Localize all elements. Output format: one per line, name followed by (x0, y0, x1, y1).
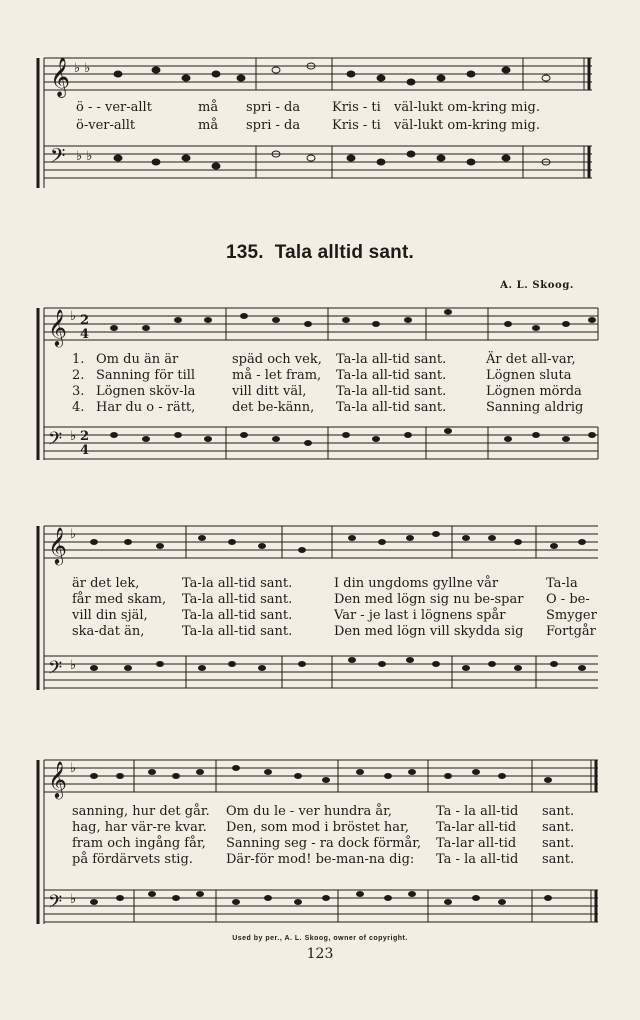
hymn-system-2 (36, 518, 602, 696)
hymn-title (0, 242, 640, 264)
lyric-segment: väl-lukt om-kring mig. (394, 118, 540, 133)
composer-credit: A. L. Skoog. (500, 280, 574, 291)
lyric-segment: Sanning seg - ra dock förmår, (226, 836, 422, 851)
lyric-segment: O - be- (546, 592, 590, 607)
lyric-segment: ö-ver-allt (76, 118, 136, 133)
lyric-segment: Där-för mod! be-man-na dig: (226, 852, 415, 867)
verse-number: 4. (72, 400, 85, 415)
lyric-segment: Sanning för till (96, 368, 196, 383)
svg-text:4: 4 (80, 443, 90, 458)
lyric-segment: Lögnen mörda (486, 384, 582, 399)
verse-number: 2. (72, 368, 85, 383)
lyric-segment: på fördärvets stig. (72, 852, 193, 867)
lyric-segment: Ta-la all-tid sant. (336, 368, 447, 383)
lyric-segment: Ta - la all-tid (436, 804, 519, 819)
svg-text:𝄞: 𝄞 (48, 308, 67, 346)
svg-text:2: 2 (80, 313, 90, 328)
hymn-system-1 (36, 300, 602, 470)
page-number: 123 (306, 946, 334, 962)
lyric-segment: Kris - ti (332, 100, 381, 115)
svg-text:♭: ♭ (70, 429, 77, 444)
svg-text:♭: ♭ (70, 892, 77, 907)
lyric-segment: Ta-la all-tid sant. (182, 624, 293, 639)
svg-text:♭ ♭: ♭ ♭ (74, 61, 91, 76)
svg-text:𝄢: 𝄢 (48, 429, 63, 454)
svg-text:♭: ♭ (70, 527, 77, 542)
lyric-segment: Den med lögn sig nu be-spar (334, 592, 524, 607)
lyric-segment: Ta-la all-tid sant. (182, 576, 293, 591)
lyric-segment: det be-känn, (232, 400, 315, 415)
lyric-segment: sant. (542, 804, 575, 819)
lyric-segment: spri - da (246, 100, 301, 115)
lyric-segment: Ta - la all-tid (436, 852, 519, 867)
svg-text:♭: ♭ (70, 658, 77, 673)
lyric-segment: Om du le - ver hundra år, (226, 804, 393, 819)
lyric-segment: spri - da (246, 118, 301, 133)
lyric-segment: vill din själ, (72, 608, 148, 623)
verse-number: 3. (72, 384, 85, 399)
lyric-segment: Ta-lar all-tid (436, 820, 517, 835)
lyric-segment: sant. (542, 852, 575, 867)
lyric-segment: ö - - ver-allt (76, 100, 152, 115)
svg-text:♭: ♭ (70, 761, 77, 776)
copyright-notice: Used by per., A. L. Skoog, owner of copyright. (232, 935, 408, 942)
lyric-segment: sant. (542, 820, 575, 835)
svg-text:𝄢: 𝄢 (50, 144, 66, 172)
previous-hymn-system (36, 48, 602, 198)
svg-text:♭ ♭: ♭ ♭ (76, 149, 93, 164)
svg-text:2: 2 (80, 429, 90, 444)
lyric-segment: får med skam, (72, 592, 167, 607)
lyric-segment: Kris - ti (332, 118, 381, 133)
hymn-system-3 (36, 752, 602, 930)
lyric-segment: Fortgår (546, 624, 596, 639)
lyric-segment: sanning, hur det går. (72, 804, 210, 819)
lyric-segment: Smyger (546, 608, 597, 623)
lyric-segment: Ta-la all-tid sant. (182, 608, 293, 623)
lyric-segment: späd och vek, (232, 352, 322, 367)
svg-text:4: 4 (80, 327, 90, 342)
lyric-segment: Den, som mod i bröstet har, (226, 820, 409, 835)
svg-text:𝄞: 𝄞 (50, 57, 71, 97)
svg-text:𝄢: 𝄢 (48, 658, 63, 683)
lyric-segment: Sanning aldrig (486, 400, 584, 415)
lyric-segment: Var - je last i lögnens spår (334, 608, 506, 623)
lyric-segment: vill ditt väl, (232, 384, 307, 399)
lyric-segment: Ta-la all-tid sant. (336, 400, 447, 415)
lyric-segment: må - let fram, (232, 368, 322, 383)
lyric-segment: må (198, 100, 219, 115)
lyric-segment: Om du än är (96, 352, 179, 367)
svg-text:𝄞: 𝄞 (48, 760, 67, 798)
svg-text:𝄞: 𝄞 (48, 526, 67, 564)
lyric-segment: Ta-la all-tid sant. (336, 352, 447, 367)
lyric-segment: ska-dat än, (72, 624, 145, 639)
lyric-segment: I din ungdoms gyllne vår (334, 576, 499, 591)
lyric-segment: Ta-la all-tid sant. (336, 384, 447, 399)
verse-number: 1. (72, 352, 85, 367)
lyric-segment: väl-lukt om-kring mig. (394, 100, 540, 115)
lyric-segment: Den med lögn vill skydda sig (334, 624, 524, 639)
lyric-segment: fram och ingång får, (72, 836, 206, 851)
svg-text:♭: ♭ (70, 309, 77, 324)
lyric-segment: Lögnen sköv-la (96, 384, 196, 399)
svg-text:𝄢: 𝄢 (48, 892, 63, 917)
lyric-segment: Ta-la all-tid sant. (182, 592, 293, 607)
lyric-segment: är det lek, (72, 576, 140, 591)
lyric-segment: Är det all-var, (486, 352, 576, 367)
lyric-segment: Lögnen sluta (486, 368, 572, 383)
lyric-segment: Ta-la (546, 576, 578, 591)
lyric-segment: Har du o - rätt, (96, 400, 196, 415)
lyric-segment: hag, har vär-re kvar. (72, 820, 207, 835)
hymn-number: 135. (226, 242, 264, 263)
lyric-segment: Ta-lar all-tid (436, 836, 517, 851)
lyric-segment: må (198, 118, 219, 133)
hymn-title-text: Tala alltid sant. (274, 242, 414, 263)
lyric-segment: sant. (542, 836, 575, 851)
